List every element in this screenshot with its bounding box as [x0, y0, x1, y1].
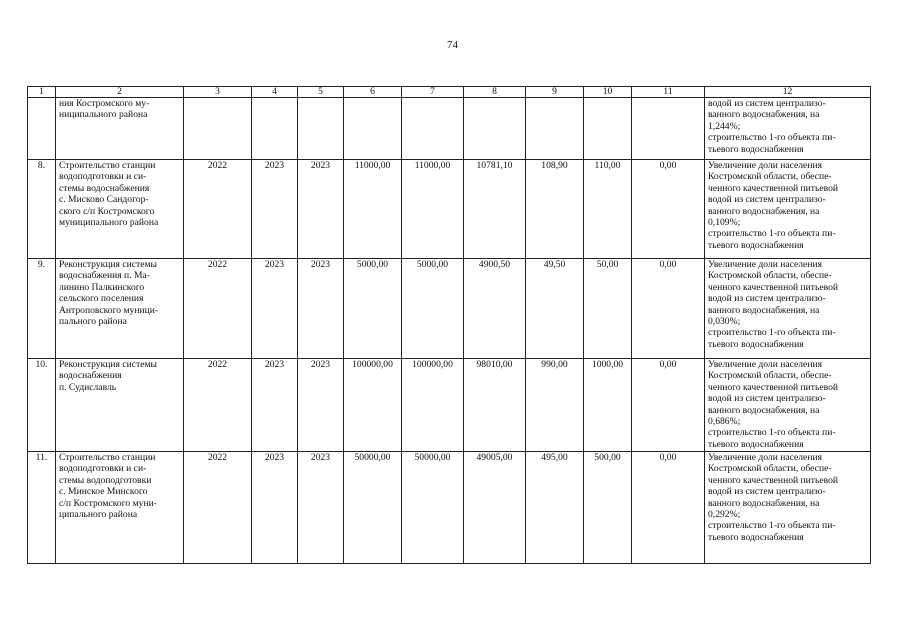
- header-cell: 12: [705, 87, 871, 98]
- cell-amount: 11000,00: [344, 160, 402, 259]
- table-row: [28, 359, 871, 452]
- cell-amount: 98010,00: [464, 359, 526, 452]
- cell-amount: 0,00: [632, 359, 705, 452]
- cell-name: Реконструкция системы водоснабжения п. Судиславль: [56, 359, 184, 452]
- header-cell: 4: [252, 87, 298, 98]
- cell-year: 2023: [252, 259, 298, 359]
- cell-amount: 495,00: [526, 452, 584, 564]
- cell-result: Увеличение доли населения Костромской области, обеспе- ченного качественной питьевой водой из систем централизо- ванного водоснабжения, на 0,030%; строительство 1-го объекта пи- тьевого водоснабжения: [705, 259, 871, 359]
- cell-amount: 4900,50: [464, 259, 526, 359]
- header-cell: 3: [184, 87, 252, 98]
- cell-amount: 0,00: [632, 160, 705, 259]
- cell-empty: [298, 98, 344, 160]
- cell-empty: [252, 98, 298, 160]
- page-number: 74: [447, 39, 458, 51]
- cell-year: 2022: [184, 452, 252, 564]
- cell-num: [28, 98, 56, 160]
- header-cell: 8: [464, 87, 526, 98]
- program-table: [27, 86, 871, 564]
- table-row: [28, 160, 871, 259]
- cell-name: Строительство станции водоподготовки и си- стемы водоснабжения с. Мисково Сандогор- ского с/п Костромского муниципального района: [56, 160, 184, 259]
- cell-empty: [632, 98, 705, 160]
- cell-num: 8.: [28, 160, 56, 259]
- cell-amount: 100000,00: [344, 359, 402, 452]
- cell-num: 9.: [28, 259, 56, 359]
- cell-amount: 50000,00: [402, 452, 464, 564]
- cell-year: 2023: [252, 160, 298, 259]
- header-cell: 10: [584, 87, 632, 98]
- cell-amount: 990,00: [526, 359, 584, 452]
- cell-result: Увеличение доли населения Костромской области, обеспе- ченного качественной питьевой водой из систем централизо- ванного водоснабжения, на 0,109%; строительство 1-го объекта пи- тьевого водоснабжения: [705, 160, 871, 259]
- cell-year: 2023: [252, 452, 298, 564]
- table-row-continuation: [28, 98, 871, 160]
- header-cell: 2: [56, 87, 184, 98]
- cell-year: 2022: [184, 160, 252, 259]
- cell-empty: [584, 98, 632, 160]
- cell-amount: 11000,00: [402, 160, 464, 259]
- cell-amount: 49005,00: [464, 452, 526, 564]
- cell-amount: 50000,00: [344, 452, 402, 564]
- cell-year: 2022: [184, 259, 252, 359]
- header-cell: 6: [344, 87, 402, 98]
- cell-empty: [526, 98, 584, 160]
- cell-amount: 0,00: [632, 452, 705, 564]
- header-cell: 1: [28, 87, 56, 98]
- cell-result: Увеличение доли населения Костромской области, обеспе- ченного качественной питьевой водой из систем централизо- ванного водоснабжения, на 0,292%; строительство 1-го объекта пи- тьевого водоснабжения: [705, 452, 871, 564]
- cell-amount: 10781,10: [464, 160, 526, 259]
- cell-amount: 49,50: [526, 259, 584, 359]
- cell-year: 2023: [298, 160, 344, 259]
- cell-empty: [402, 98, 464, 160]
- cell-year: 2023: [298, 259, 344, 359]
- cell-num: 11.: [28, 452, 56, 564]
- cell-year: 2023: [298, 359, 344, 452]
- cell-empty: [344, 98, 402, 160]
- header-cell: 9: [526, 87, 584, 98]
- header-row: [28, 87, 871, 98]
- cell-amount: 1000,00: [584, 359, 632, 452]
- cell-amount: 50,00: [584, 259, 632, 359]
- cell-amount: 5000,00: [402, 259, 464, 359]
- cell-year: 2023: [252, 359, 298, 452]
- cell-name: ния Костромского му- ниципального района: [56, 98, 184, 160]
- header-cell: 7: [402, 87, 464, 98]
- table-row: [28, 452, 871, 564]
- header-cell: 5: [298, 87, 344, 98]
- cell-result: водой из систем централизо- ванного водоснабжения, на 1,244%; строительство 1-го объекта пи- тьевого водоснабжения: [705, 98, 871, 160]
- cell-amount: 5000,00: [344, 259, 402, 359]
- cell-name: Строительство станции водоподготовки и си- стемы водоподготовки с. Минское Минского с/п Костромского муни- ципального района: [56, 452, 184, 564]
- cell-empty: [184, 98, 252, 160]
- header-cell: 11: [632, 87, 705, 98]
- cell-amount: 100000,00: [402, 359, 464, 452]
- cell-amount: 108,90: [526, 160, 584, 259]
- table-row: [28, 259, 871, 359]
- cell-result: Увеличение доли населения Костромской области, обеспе- ченного качественной питьевой водой из систем централизо- ванного водоснабжения, на 0,686%; строительство 1-го объекта пи- тьевого водоснабжения: [705, 359, 871, 452]
- cell-amount: 0,00: [632, 259, 705, 359]
- cell-amount: 110,00: [584, 160, 632, 259]
- cell-num: 10.: [28, 359, 56, 452]
- cell-year: 2022: [184, 359, 252, 452]
- cell-empty: [464, 98, 526, 160]
- cell-amount: 500,00: [584, 452, 632, 564]
- cell-year: 2023: [298, 452, 344, 564]
- cell-name: Реконструкция системы водоснабжения п. Ма- линино Палкинского сельского поселения Антроповского муници- пального района: [56, 259, 184, 359]
